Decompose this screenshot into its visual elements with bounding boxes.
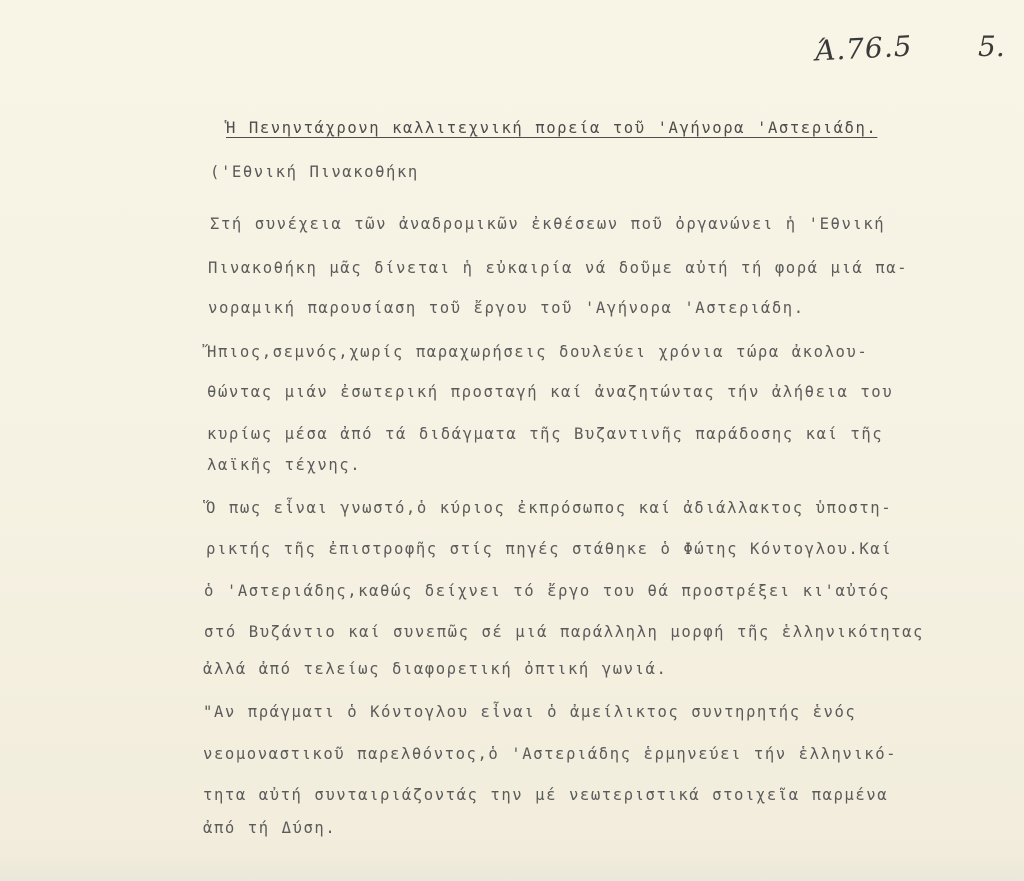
body-line: Ὅ πως εἶναι γνωστό,ὁ κύριος ἐκπρόσωπος καί ἀδιάλλακτος ὑποστη- — [206, 499, 893, 517]
body-line: θώντας μιάν ἐσωτερική προσταγή καί ἀναζητώντας τήν ἀλήθεια του — [207, 383, 894, 401]
document-subtitle: ('Εθνική Πινακοθήκη — [210, 163, 419, 181]
handwritten-reference-number: Ά.76.5 — [814, 29, 914, 68]
body-line: στό Βυζάντιο καί συνεπῶς σέ μιά παράλληλη μορφή τῆς ἑλληνικότητας — [204, 623, 924, 641]
body-line: ἀλλά ἀπό τελείως διαφορετική ὀπτική γωνιά. — [203, 660, 668, 678]
handwritten-page-number: 5. — [978, 30, 1005, 63]
body-line: ρικτής τῆς ἐπιστροφῆς στίς πηγές στάθηκε ὁ Φώτης Κόντογλου.Καί — [206, 540, 893, 558]
paper-bottom-edge — [0, 853, 1024, 881]
body-line: λαϊκῆς τέχνης. — [207, 456, 362, 474]
body-line: ἀπό τή Δύση. — [203, 819, 337, 837]
body-line: Στή συνέχεια τῶν ἀναδρομικῶν ἐκθέσεων ποῦ ὀργανώνει ἡ 'Εθνική — [210, 215, 886, 233]
body-line: τητα αὐτή συνταιριάζοντάς την μέ νεωτεριστικά στοιχεῖα παρμένα — [203, 786, 889, 804]
body-line: νοραμική παρουσίαση τοῦ ἔργου τοῦ 'Αγήνορα 'Αστεριάδη. — [208, 299, 805, 317]
document-title: Ἡ Πενηντάχρονη καλλιτεχνική πορεία τοῦ 'Αγήνορα 'Αστεριάδη. — [226, 119, 878, 137]
body-line: ὁ 'Αστεριάδης,καθώς δείχνει τό ἔργο του θά προστρέξει κι'αὐτός — [204, 582, 891, 600]
body-line: "Αν πράγματι ὁ Κόντογλου εἶναι ὁ ἀμείλικτος συντηρητής ἑνός — [203, 703, 857, 721]
body-line: κυρίως μέσα ἀπό τά διδάγματα τῆς Βυζαντινῆς παράδοσης καί τῆς — [207, 425, 884, 443]
body-line: νεομοναστικοῦ παρελθόντος,ὁ 'Αστεριάδης ἑρμηνεύει τήν ἑλληνικό- — [203, 745, 898, 763]
body-line: Ἤπιος,σεμνός,χωρίς παραχωρήσεις δουλεύει χρόνια τώρα ἀκολου- — [207, 343, 869, 361]
body-line: Πινακοθήκη μᾶς δίνεται ἡ εὐκαιρία νά δοῦμε αὐτή τή φορά μιά πα- — [208, 259, 909, 277]
